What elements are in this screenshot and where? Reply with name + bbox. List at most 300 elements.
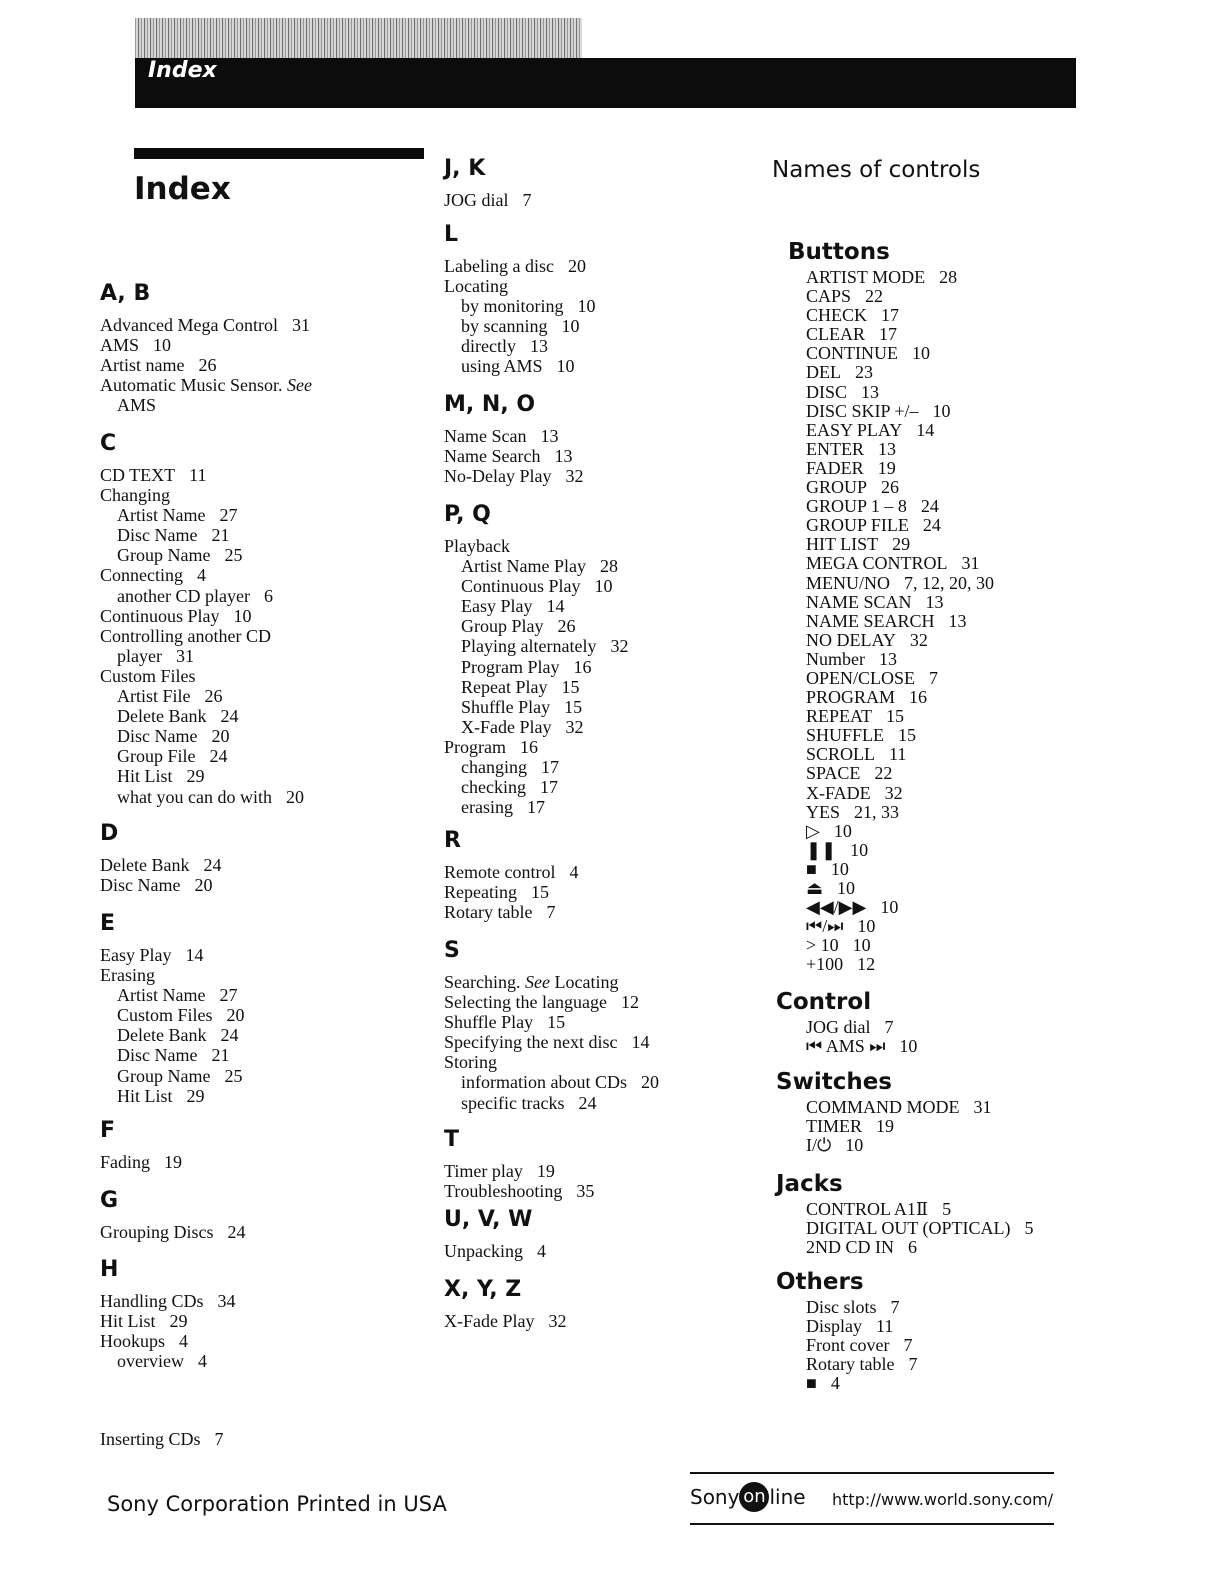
entry-text: Group Name bbox=[117, 1065, 211, 1086]
entry-text: Group File bbox=[117, 746, 196, 767]
entry-page: 28 bbox=[599, 556, 618, 577]
entry-page: 26 bbox=[557, 616, 576, 637]
control-page: 10 bbox=[932, 400, 951, 421]
entry-text: X-Fade Play bbox=[461, 716, 552, 737]
control-name: ⏮ AMS ⏭ bbox=[806, 1036, 886, 1057]
index-letter: F bbox=[100, 1118, 116, 1143]
control-name: 2ND CD IN bbox=[806, 1237, 894, 1258]
entry-text: Disc Name bbox=[117, 525, 198, 546]
index-entry bbox=[444, 296, 596, 316]
control-page: 10 bbox=[837, 878, 856, 898]
entry-page: 13 bbox=[554, 446, 573, 467]
entry-page: 15 bbox=[547, 1012, 566, 1033]
control-page: 10 bbox=[899, 1036, 918, 1057]
entry-text: Artist Name bbox=[117, 985, 206, 1006]
entry-page: 4 bbox=[197, 565, 206, 586]
index-entry bbox=[100, 375, 312, 395]
entry-page: 17 bbox=[539, 777, 558, 798]
entry-text: No-Delay Play bbox=[444, 466, 552, 487]
control-name: CONTINUE bbox=[806, 343, 898, 364]
control-page: 13 bbox=[948, 610, 967, 631]
control-entries bbox=[788, 268, 994, 974]
entry-text: Artist Name Play bbox=[461, 556, 586, 577]
index-letter: P, Q bbox=[444, 502, 491, 527]
entry-text: Playing alternately bbox=[461, 636, 597, 657]
control-entry bbox=[806, 1200, 1034, 1219]
entry-text: Continuous Play bbox=[461, 576, 581, 597]
entry-text: Disc Name bbox=[117, 1045, 198, 1066]
index-entry bbox=[444, 316, 596, 336]
entry-page: 29 bbox=[186, 1085, 205, 1106]
entry-text: Disc Name bbox=[117, 726, 198, 747]
index-entry bbox=[100, 965, 245, 985]
index-entry bbox=[100, 855, 221, 875]
index-entry bbox=[444, 797, 628, 817]
entry-text: Easy Play bbox=[100, 945, 172, 965]
entry-page: 19 bbox=[536, 1161, 555, 1181]
index-entry bbox=[444, 1241, 546, 1261]
control-name: CAPS bbox=[806, 286, 852, 307]
control-page: 13 bbox=[861, 381, 880, 402]
index-entries bbox=[444, 256, 596, 377]
entry-page: 20 bbox=[226, 1005, 245, 1026]
control-page: 13 bbox=[878, 648, 897, 669]
index-entries bbox=[100, 1152, 182, 1172]
control-name: X-FADE bbox=[806, 782, 871, 803]
control-page: 24 bbox=[920, 496, 939, 517]
index-entries bbox=[100, 465, 304, 807]
control-entry bbox=[806, 344, 994, 363]
control-page: 16 bbox=[909, 687, 928, 708]
index-section bbox=[100, 911, 245, 1106]
index-entry bbox=[100, 545, 304, 565]
control-entry bbox=[806, 822, 994, 841]
control-name: YES bbox=[806, 801, 841, 822]
control-entry bbox=[806, 287, 994, 306]
entry-page: 24 bbox=[220, 706, 239, 727]
entry-text: Program bbox=[444, 736, 506, 757]
index-letter: M, N, O bbox=[444, 392, 536, 417]
control-page: 24 bbox=[922, 515, 941, 536]
index-entry bbox=[100, 1222, 246, 1242]
control-name: HIT LIST bbox=[806, 534, 879, 555]
entry-page: 12 bbox=[620, 992, 639, 1013]
index-entry bbox=[100, 465, 304, 485]
entry-text: Custom Files bbox=[117, 1005, 213, 1026]
control-entry bbox=[806, 669, 994, 688]
entry-page: 32 bbox=[565, 466, 584, 487]
entry-text: changing bbox=[461, 757, 527, 778]
control-name: NO DELAY bbox=[806, 629, 896, 650]
control-entry bbox=[806, 898, 994, 917]
control-page: 31 bbox=[961, 553, 980, 574]
index-entry bbox=[100, 505, 304, 525]
entry-see: See bbox=[287, 375, 312, 396]
index-section bbox=[444, 1207, 546, 1261]
control-page: 19 bbox=[876, 1116, 894, 1137]
footer-company: Sony Corporation Printed in USA bbox=[107, 1492, 447, 1516]
entry-text: Changing bbox=[100, 485, 170, 506]
entry-page: 24 bbox=[203, 855, 222, 875]
entry-text: another CD player bbox=[117, 585, 250, 606]
control-page: 7 bbox=[884, 1017, 894, 1037]
index-entry bbox=[100, 726, 304, 746]
entry-text: Specifying the next disc bbox=[444, 1032, 618, 1053]
index-entry bbox=[100, 1045, 245, 1065]
entry-text: Artist name bbox=[100, 355, 185, 376]
index-entry bbox=[100, 706, 304, 726]
index-entry bbox=[444, 536, 628, 556]
entry-text: Custom Files bbox=[100, 665, 196, 686]
entry-page: 6 bbox=[263, 585, 273, 606]
control-category-title: Control bbox=[776, 989, 872, 1015]
logo-line-text: line bbox=[769, 1485, 806, 1509]
control-name: ARTIST MODE bbox=[806, 267, 926, 287]
entry-text: Disc Name bbox=[100, 875, 181, 896]
footer-rule-bottom bbox=[690, 1523, 1054, 1525]
control-page: 10 bbox=[880, 897, 899, 918]
control-entry bbox=[806, 593, 994, 612]
control-entry bbox=[806, 936, 994, 955]
entry-text: overview bbox=[117, 1351, 184, 1372]
control-entry bbox=[806, 325, 994, 344]
index-entry bbox=[100, 646, 304, 666]
index-entry bbox=[444, 1032, 659, 1052]
entry-page: 29 bbox=[169, 1311, 188, 1332]
entry-page: 16 bbox=[573, 656, 592, 677]
control-page: 7, 12, 20, 30 bbox=[904, 572, 994, 593]
control-name: MENU/NO bbox=[806, 572, 890, 593]
entry-page: 17 bbox=[526, 797, 545, 818]
entry-text: CD TEXT bbox=[100, 465, 176, 485]
control-entry bbox=[806, 440, 994, 459]
control-name: CHECK bbox=[806, 305, 868, 326]
entry-page: 19 bbox=[164, 1152, 183, 1172]
control-page: 22 bbox=[874, 763, 893, 784]
index-section bbox=[444, 156, 532, 210]
entry-text: Troubleshooting bbox=[444, 1181, 563, 1202]
control-entry bbox=[806, 306, 994, 325]
index-section bbox=[444, 392, 583, 486]
index-entry bbox=[444, 556, 628, 576]
entry-text: Advanced Mega Control bbox=[100, 315, 278, 335]
entry-text: what you can do with bbox=[117, 786, 272, 807]
index-letter: T bbox=[444, 1127, 460, 1152]
control-entry bbox=[806, 1355, 917, 1374]
control-entry bbox=[806, 1037, 917, 1056]
index-section bbox=[444, 1127, 594, 1201]
control-entry bbox=[806, 478, 994, 497]
control-entry bbox=[806, 1117, 992, 1136]
index-entry bbox=[100, 355, 312, 375]
control-entry bbox=[806, 764, 994, 783]
index-entry bbox=[100, 525, 304, 545]
entry-page: 20 bbox=[211, 726, 230, 747]
control-page: 7 bbox=[908, 1354, 918, 1375]
index-entry bbox=[444, 276, 596, 296]
control-entry bbox=[806, 268, 994, 287]
control-entry bbox=[806, 1136, 992, 1155]
index-entry bbox=[444, 336, 596, 356]
control-entries bbox=[776, 1298, 917, 1393]
index-entry bbox=[444, 677, 628, 697]
entry-text: Delete Bank bbox=[100, 855, 190, 875]
control-name: DIGITAL OUT (OPTICAL) bbox=[806, 1218, 1011, 1239]
control-entry bbox=[806, 516, 994, 535]
entry-see: See bbox=[524, 972, 550, 992]
entry-text: X-Fade Play bbox=[444, 1311, 535, 1331]
index-entry bbox=[100, 1005, 245, 1025]
entry-text: Name Search bbox=[444, 446, 541, 467]
entry-text: Playback bbox=[444, 536, 510, 556]
index-entry bbox=[100, 335, 312, 355]
control-name: SPACE bbox=[806, 763, 861, 784]
control-entry bbox=[806, 631, 994, 650]
index-entry bbox=[100, 787, 304, 807]
control-entry bbox=[806, 459, 994, 478]
index-section bbox=[100, 1118, 182, 1172]
entry-page: 24 bbox=[578, 1092, 597, 1113]
index-entries bbox=[444, 1241, 546, 1261]
control-name: ▷ bbox=[806, 820, 820, 841]
control-page: 7 bbox=[903, 1335, 913, 1356]
control-name: MEGA CONTROL bbox=[806, 553, 948, 574]
entry-page: 35 bbox=[576, 1181, 595, 1202]
entry-page: 16 bbox=[520, 736, 538, 757]
control-entry bbox=[806, 1374, 917, 1393]
entry-page: 20 bbox=[640, 1072, 659, 1093]
control-entry bbox=[806, 535, 994, 554]
entry-text: Automatic Music Sensor. bbox=[100, 375, 283, 396]
index-letter: C bbox=[100, 431, 117, 456]
entry-page: 31 bbox=[291, 315, 310, 335]
control-page: 15 bbox=[898, 725, 917, 746]
entry-text: Handling CDs bbox=[100, 1291, 204, 1311]
control-name: GROUP 1 – 8 bbox=[806, 496, 907, 517]
control-entry bbox=[806, 803, 994, 822]
entry-text: information about CDs bbox=[461, 1072, 627, 1093]
entry-page: 20 bbox=[285, 786, 304, 807]
control-entry bbox=[806, 784, 994, 803]
control-name: Number bbox=[806, 648, 865, 669]
logo-on-badge: on bbox=[739, 1482, 769, 1512]
control-name: ⏮/⏭ bbox=[806, 916, 844, 937]
control-name: DEL bbox=[806, 362, 841, 383]
control-name: ENTER bbox=[806, 438, 864, 459]
control-name: DISC bbox=[806, 381, 848, 402]
index-entry bbox=[444, 616, 628, 636]
entry-text: player bbox=[117, 645, 162, 666]
control-entry bbox=[806, 497, 994, 516]
index-entry bbox=[444, 446, 583, 466]
control-page: 10 bbox=[845, 1135, 864, 1156]
entry-page: 20 bbox=[567, 256, 586, 276]
index-entry bbox=[100, 565, 304, 585]
sony-online-logo bbox=[690, 1482, 806, 1512]
index-entry bbox=[100, 1331, 236, 1351]
index-entries bbox=[100, 1429, 224, 1449]
entry-text: Rotary table bbox=[444, 902, 533, 923]
control-page: 28 bbox=[939, 267, 958, 287]
index-entry bbox=[444, 636, 628, 656]
control-entry bbox=[806, 841, 994, 860]
entry-page: 21 bbox=[211, 1045, 230, 1066]
control-entry bbox=[806, 1219, 1034, 1238]
control-page: 11 bbox=[876, 1316, 894, 1337]
logo-sony-text: Sony bbox=[690, 1485, 740, 1509]
control-category-title: Switches bbox=[776, 1069, 892, 1095]
index-entry bbox=[444, 757, 628, 777]
entry-page: 10 bbox=[594, 576, 613, 597]
control-page: 29 bbox=[892, 534, 911, 555]
index-entry bbox=[444, 576, 628, 596]
index-entry bbox=[100, 315, 312, 335]
index-letter: A, B bbox=[100, 281, 151, 306]
entry-text: Locating bbox=[444, 276, 508, 297]
control-page: 14 bbox=[916, 419, 935, 440]
entry-text: Hit List bbox=[117, 1085, 173, 1106]
control-page: 11 bbox=[889, 744, 907, 765]
entry-page: 7 bbox=[546, 902, 556, 923]
control-entry bbox=[806, 1098, 992, 1117]
control-name: COMMAND MODE bbox=[806, 1097, 960, 1117]
index-entries bbox=[100, 315, 312, 415]
entry-text: AMS bbox=[117, 395, 157, 416]
entry-text: by scanning bbox=[461, 316, 548, 337]
control-entry bbox=[806, 554, 994, 573]
entry-text: Name Scan bbox=[444, 426, 527, 446]
index-entry bbox=[100, 395, 312, 415]
index-letter: H bbox=[100, 1257, 119, 1282]
entry-text: Artist File bbox=[117, 686, 191, 707]
control-entry bbox=[806, 383, 994, 402]
entry-page: 15 bbox=[561, 676, 580, 697]
index-entry bbox=[100, 686, 304, 706]
index-entry bbox=[100, 945, 245, 965]
entry-text: Hit List bbox=[117, 766, 173, 787]
control-page: 10 bbox=[850, 839, 869, 860]
control-page: 15 bbox=[886, 706, 905, 727]
header-bar-title: Index bbox=[148, 58, 217, 83]
entry-page: 10 bbox=[561, 316, 580, 337]
index-entry bbox=[444, 862, 578, 882]
index-entries bbox=[444, 426, 583, 486]
control-entries bbox=[776, 1098, 992, 1155]
control-name: CONTROL A1Ⅱ bbox=[806, 1199, 929, 1219]
index-section bbox=[444, 1277, 566, 1331]
control-page: 23 bbox=[855, 362, 873, 383]
entry-text: Hookups bbox=[100, 1331, 166, 1352]
control-name: TIMER bbox=[806, 1116, 862, 1137]
index-entry bbox=[444, 1093, 659, 1113]
control-name: Disc slots bbox=[806, 1297, 877, 1317]
index-entry bbox=[444, 737, 628, 757]
entry-see-target: Locating bbox=[554, 972, 619, 992]
control-entry bbox=[806, 707, 994, 726]
entry-page: 32 bbox=[610, 636, 629, 657]
entry-page: 26 bbox=[198, 355, 217, 376]
index-entry bbox=[100, 1066, 245, 1086]
control-entries bbox=[776, 1018, 917, 1056]
control-page: 7 bbox=[890, 1297, 900, 1317]
control-name: > 10 bbox=[806, 935, 839, 956]
entry-text: AMS bbox=[100, 335, 140, 356]
entry-text: Selecting the language bbox=[444, 992, 607, 1013]
entry-text: directly bbox=[461, 336, 516, 357]
index-entry bbox=[444, 1012, 659, 1032]
entry-page: 25 bbox=[224, 1065, 243, 1086]
entry-page: 21 bbox=[211, 525, 230, 546]
control-page: 32 bbox=[884, 782, 903, 803]
entry-page: 10 bbox=[233, 605, 252, 626]
entry-text: Timer play bbox=[444, 1161, 523, 1181]
entry-text: Searching. bbox=[444, 972, 521, 992]
control-page: 13 bbox=[925, 591, 944, 612]
control-page: 13 bbox=[878, 438, 896, 459]
control-category-title: Jacks bbox=[776, 1171, 843, 1197]
index-entry bbox=[100, 586, 304, 606]
index-letter: S bbox=[444, 938, 460, 963]
entry-page: 7 bbox=[214, 1429, 224, 1449]
control-page: 32 bbox=[909, 629, 928, 650]
control-name: ❚❚ bbox=[806, 839, 837, 860]
index-entry bbox=[100, 1086, 245, 1106]
control-entry bbox=[806, 688, 994, 707]
index-section bbox=[100, 821, 221, 895]
index-section bbox=[100, 281, 312, 415]
control-page: 4 bbox=[830, 1373, 840, 1394]
index-letter: G bbox=[100, 1188, 119, 1213]
index-entries bbox=[444, 1161, 594, 1201]
index-entries bbox=[100, 1222, 246, 1242]
entry-page: 10 bbox=[577, 296, 596, 317]
control-page: 26 bbox=[881, 477, 900, 498]
index-entry bbox=[100, 1351, 236, 1371]
control-page: 7 bbox=[929, 667, 939, 688]
control-name: OPEN/CLOSE bbox=[806, 667, 916, 688]
entry-page: 7 bbox=[522, 190, 532, 210]
control-page: 17 bbox=[881, 305, 900, 326]
control-entry bbox=[806, 726, 994, 745]
control-entry bbox=[806, 612, 994, 631]
index-entry bbox=[444, 596, 628, 616]
entry-text: JOG dial bbox=[444, 190, 509, 210]
index-entry bbox=[100, 766, 304, 786]
entry-page: 31 bbox=[175, 645, 194, 666]
entry-text: using AMS bbox=[461, 356, 543, 377]
entry-page: 15 bbox=[564, 696, 583, 717]
entry-text: Controlling another CD bbox=[100, 625, 271, 646]
entry-text: Group Play bbox=[461, 616, 544, 637]
control-page: 10 bbox=[830, 858, 849, 879]
index-entry bbox=[444, 657, 628, 677]
control-page: 19 bbox=[877, 457, 896, 478]
index-entry bbox=[444, 1052, 659, 1072]
index-entries bbox=[444, 190, 532, 210]
index-title-rule bbox=[134, 148, 424, 159]
control-entry bbox=[806, 421, 994, 440]
entry-page: 24 bbox=[220, 1025, 239, 1046]
control-entry bbox=[806, 879, 994, 898]
control-category bbox=[776, 1068, 992, 1155]
entry-text: erasing bbox=[461, 797, 513, 818]
control-category-title: Buttons bbox=[788, 239, 890, 265]
index-entry bbox=[444, 426, 583, 446]
index-entries bbox=[444, 536, 628, 817]
control-page: 10 bbox=[833, 820, 852, 841]
control-entry bbox=[806, 955, 994, 974]
index-entry bbox=[100, 875, 221, 895]
